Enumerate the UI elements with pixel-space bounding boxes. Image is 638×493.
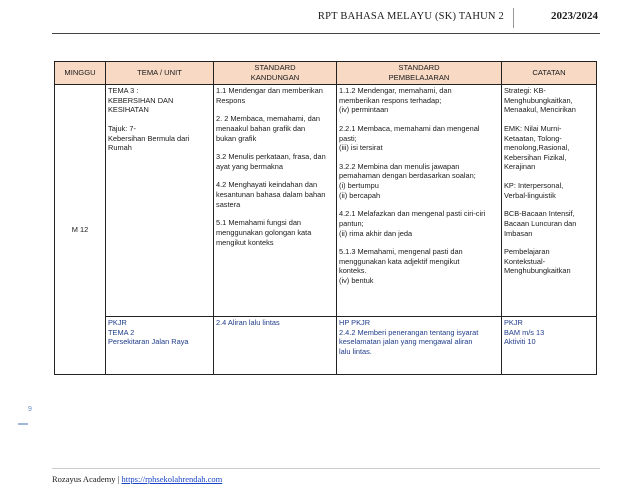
document-year: 2023/2024 <box>550 10 598 22</box>
header-rule <box>52 33 600 34</box>
header-tema-unit: TEMA / UNIT <box>106 62 214 85</box>
pembelajaran-item: 3.2.2 Membina dan menulis jawapan pemahaman dengan berdasarkan soalan; (i) bertumpu (ii) bercapah <box>339 161 476 200</box>
tema-cell <box>106 85 214 317</box>
footer-org: Rozayus Academy <box>52 474 116 484</box>
pkjr-catatan-cell: PKJR BAM m/s 13 Aktiviti 10 <box>502 317 597 375</box>
catatan-item: Strategi: KB- Menghubungkaitkan, Menaakul, Mencirikan <box>504 86 576 115</box>
page-number: 9 <box>28 406 32 413</box>
pembelajaran-item: 1.1.2 Mendengar, memahami, dan memberikan respons terhadap; (iv) permintaan <box>339 86 452 115</box>
kandungan-item: 3.2 Menulis perkataan, frasa, dan ayat yang bermakna <box>216 152 326 171</box>
rpt-table <box>54 61 597 375</box>
pembelajaran-item: 5.1.3 Memahami, mengenal pasti dan menggunakan kata adjektif mengikut konteks. (iv) bentuk <box>339 247 463 285</box>
pkjr-kandungan-cell: 2.4 Aliran lalu lintas <box>214 317 337 375</box>
page-header <box>52 8 600 28</box>
footer-link[interactable]: https://rphsekolahrendah.com <box>121 474 223 484</box>
table-row <box>55 317 597 375</box>
header-divider <box>513 8 514 28</box>
pkjr-pembelajaran-cell: HP PKJR 2.4.2 Memberi penerangan tentang isyarat keselamatan jalan yang mengawal aliran lalu lintas. <box>337 317 502 375</box>
kandungan-item: 4.2 Menghayati keindahan dan kesantunan bahasa dalam bahan sastera <box>216 180 326 209</box>
pembelajaran-item: 4.2.1 Melafazkan dan mengenal pasti ciri-ciri pantun; (ii) rima akhir dan jeda <box>339 209 486 238</box>
table-row <box>55 85 597 317</box>
tema-title: TEMA 3 : KEBERSIHAN DAN KESIHATAN <box>108 86 174 115</box>
header-standard-pembelajaran: STANDARD PEMBELAJARAN <box>337 62 502 85</box>
document-title: RPT BAHASA MELAYU (SK) TAHUN 2 <box>317 11 504 22</box>
page-footer <box>52 474 222 484</box>
kandungan-item: 1.1 Mendengar dan memberikan Respons <box>216 86 323 105</box>
kandungan-item: 5.1 Memahami fungsi dan menggunakan golongan kata mengikut konteks <box>216 218 312 247</box>
catatan-item: BCB-Bacaan Intensif, Bacaan Luncuran dan Imbasan <box>504 209 577 238</box>
tajuk-text: Tajuk: 7- Kebersihan Bermula dari Rumah <box>108 123 190 153</box>
header-catatan: CATATAN <box>502 62 597 85</box>
catatan-item: KP: Interpersonal, Verbal-linguistik <box>504 181 564 200</box>
kandungan-cell <box>214 85 337 317</box>
pembelajaran-cell <box>337 85 502 317</box>
catatan-cell <box>502 85 597 317</box>
kandungan-item: 2. 2 Membaca, memahami, dan menaakul bahan grafik dan bukan grafik <box>216 114 320 143</box>
pembelajaran-item: 2.2.1 Membaca, memahami dan mengenal pasti; (iii) isi tersirat <box>339 123 480 153</box>
catatan-item: Pembelajaran Kontekstual- Menghubungkaitkan <box>504 247 571 276</box>
catatan-item: EMK: Nilai Murni- Ketaatan, Tolong- menolong,Rasional, Kebersihan Fizikal, Kerajinan <box>504 123 570 172</box>
footer-separator: | <box>117 474 120 484</box>
minggu-cell: M 12 <box>55 85 106 375</box>
footer-rule <box>52 468 600 469</box>
pkjr-tema-cell: PKJR TEMA 2 Persekitaran Jalan Raya <box>106 317 214 375</box>
page-indicator-bar <box>18 423 28 425</box>
header-minggu: MINGGU <box>55 62 106 85</box>
table-header-row <box>55 62 597 85</box>
header-standard-kandungan: STANDARD KANDUNGAN <box>214 62 337 85</box>
